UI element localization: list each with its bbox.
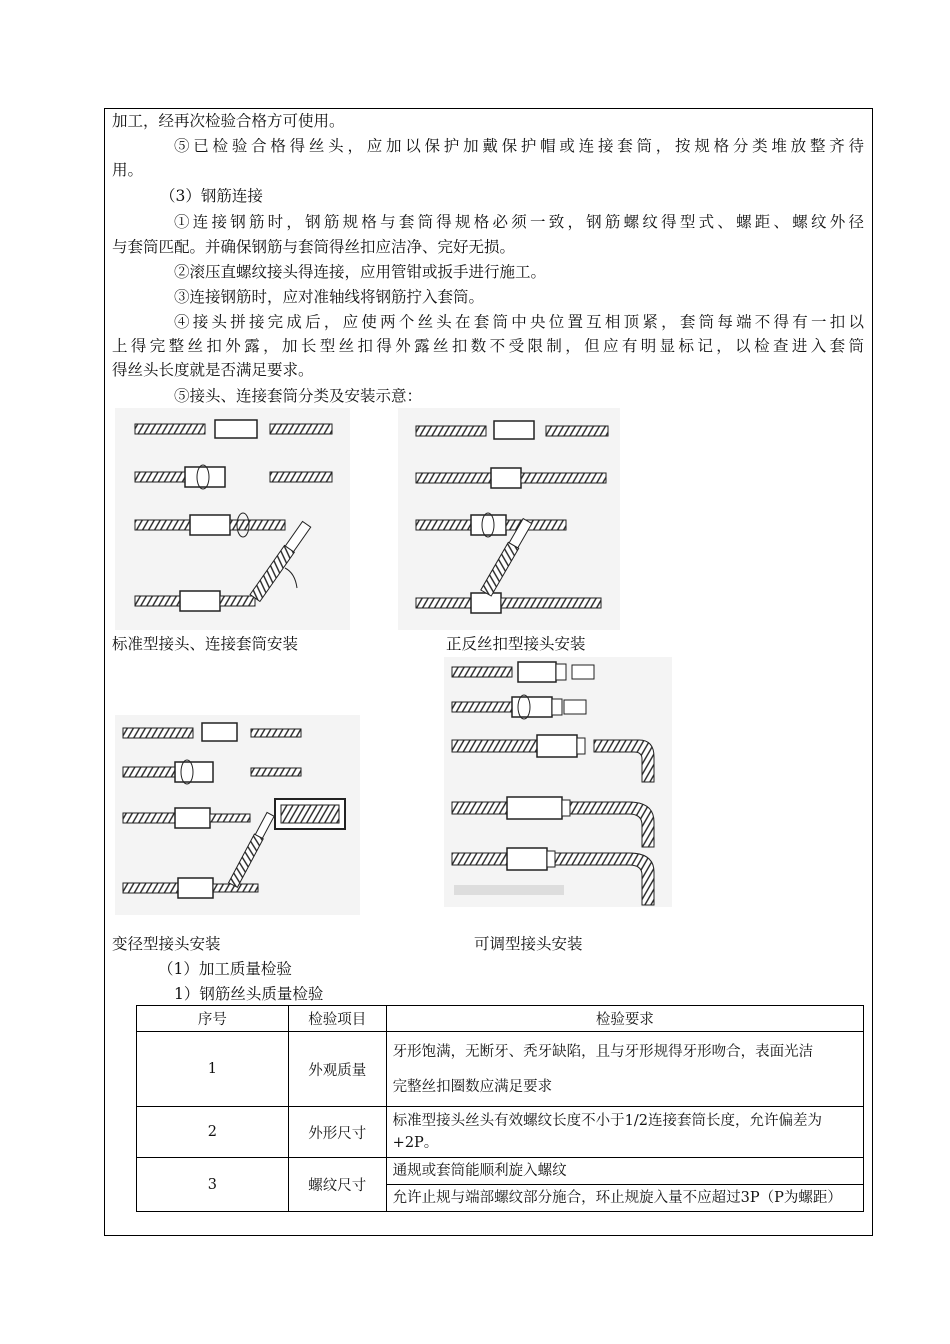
table-header: 检验项目 xyxy=(288,1006,386,1032)
subsection-heading: 1）钢筋丝头质量检验 xyxy=(174,985,324,1003)
paragraph: ⑤接头、连接套筒分类及安装示意： xyxy=(174,387,423,405)
paragraph: 得丝头长度就是否满足要求。 xyxy=(112,361,314,379)
inspection-item: 螺纹尺寸 xyxy=(288,1158,386,1212)
figure-caption: 可调型接头安装 xyxy=(474,935,583,953)
figure-caption: 变径型接头安装 xyxy=(112,935,221,953)
adjustable-joint-diagram xyxy=(444,657,672,907)
row-number: 1 xyxy=(137,1032,289,1107)
table-header-row xyxy=(137,1006,864,1032)
paragraph: ①连接钢筋时，钢筋规格与套筒得规格必须一致，钢筋螺纹得型式、螺距、螺纹外径 xyxy=(174,213,864,231)
paragraph: ⑤已检验合格得丝头，应加以保护加戴保护帽或连接套筒，按规格分类堆放整齐待 xyxy=(174,137,864,155)
paragraph: ②滚压直螺纹接头得连接，应用管钳或扳手进行施工。 xyxy=(174,263,547,281)
inspection-requirement: 标准型接头丝头有效螺纹长度不小于1/2连接套筒长度，允许偏差为+2P。 xyxy=(386,1107,863,1158)
inspection-requirement: 允许止规与端部螺纹部分施合，环止规旋入量不应超过3P（P为螺距） xyxy=(386,1185,863,1212)
paragraph: 用。 xyxy=(112,161,144,179)
rebar-thread-inspection-table xyxy=(136,1005,864,1212)
table-row xyxy=(137,1107,864,1158)
table-header: 序号 xyxy=(137,1006,289,1032)
inspection-requirement: 通规或套筒能顺利旋入螺纹 xyxy=(386,1158,863,1185)
reverse-thread-joint-diagram xyxy=(398,408,620,630)
inspection-item: 外形尺寸 xyxy=(288,1107,386,1158)
reducing-joint-diagram xyxy=(115,715,360,915)
paragraph: 加工，经再次检验合格方可使用。 xyxy=(112,112,345,130)
table-row xyxy=(137,1032,864,1070)
paragraph: 上得完整丝扣外露，加长型丝扣得外露丝扣数不受限制，但应有明显标记，以检查进入套筒 xyxy=(112,337,864,355)
section-heading: （3）钢筋连接 xyxy=(160,187,263,205)
row-number: 2 xyxy=(137,1107,289,1158)
row-number: 3 xyxy=(137,1158,289,1212)
table-row xyxy=(137,1158,864,1185)
figure-caption: 标准型接头、连接套筒安装 xyxy=(112,635,299,653)
inspection-requirement: 牙形饱满，无断牙、秃牙缺陷，且与牙形规得牙形吻合，表面光洁 xyxy=(386,1032,863,1070)
standard-joint-diagram xyxy=(115,408,350,630)
table-header: 检验要求 xyxy=(386,1006,863,1032)
figure-caption: 正反丝扣型接头安装 xyxy=(446,635,586,653)
paragraph: ④接头拼接完成后，应使两个丝头在套筒中央位置互相顶紧，套筒每端不得有一扣以 xyxy=(174,313,864,331)
section-heading: （1）加工质量检验 xyxy=(158,960,292,978)
paragraph: 与套筒匹配。并确保钢筋与套筒得丝扣应洁净、完好无损。 xyxy=(112,238,516,256)
inspection-item: 外观质量 xyxy=(288,1032,386,1107)
inspection-requirement: 完整丝扣圈数应满足要求 xyxy=(386,1069,863,1107)
paragraph: ③连接钢筋时，应对准轴线将钢筋拧入套筒。 xyxy=(174,288,485,306)
